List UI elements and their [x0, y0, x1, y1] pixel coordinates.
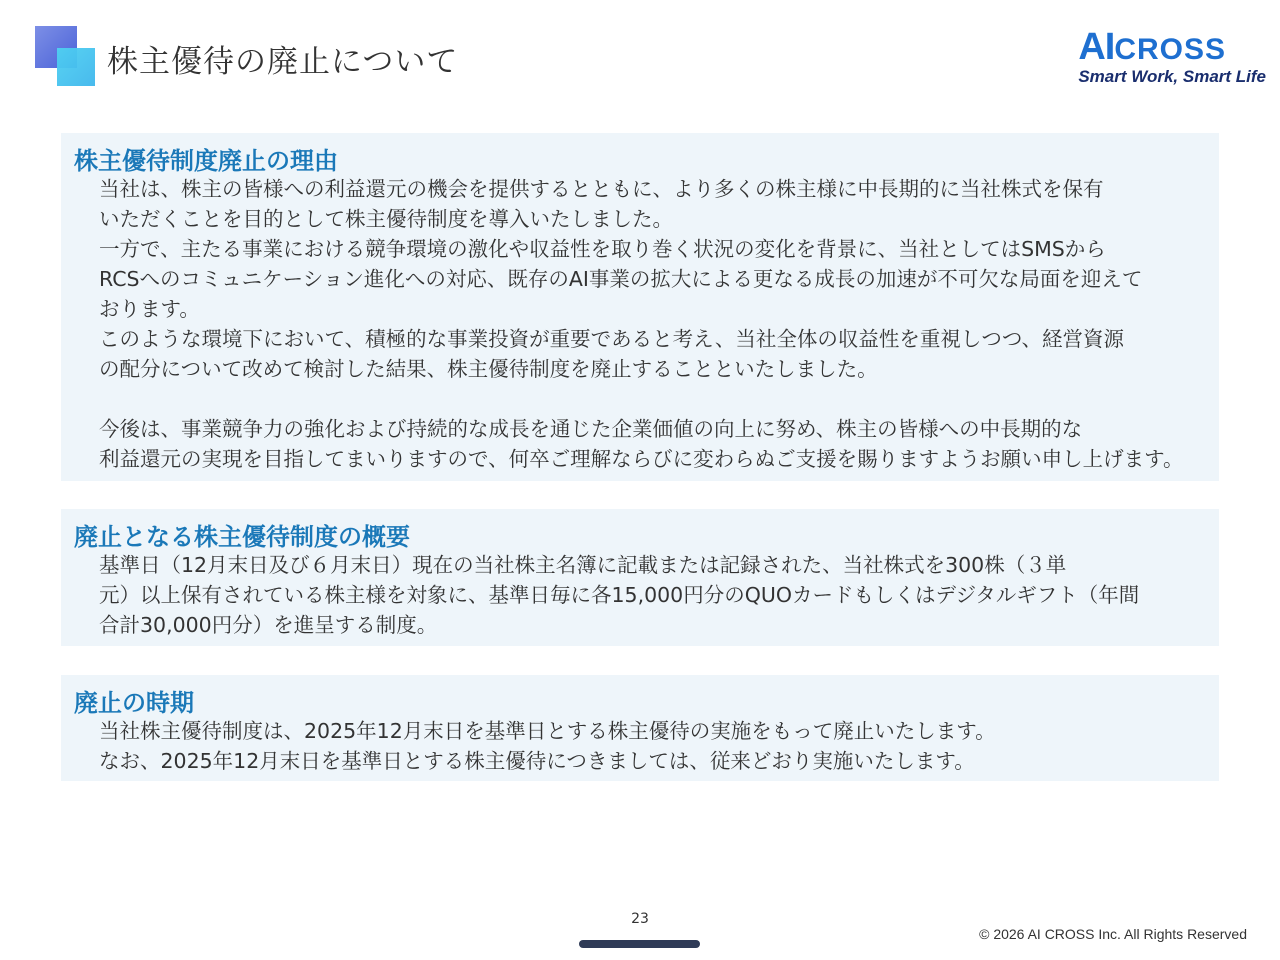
- body-line: RCSへのコミュニケーション進化への対応、既存のAI事業の拡大による更なる成長の加速が不可欠な局面を迎えて: [99, 267, 1143, 291]
- body-line: の配分について改めて検討した結果、株主優待制度を廃止することといたしました。: [99, 357, 878, 381]
- section-body: [99, 550, 1213, 640]
- logo-cross: CROSS: [1114, 33, 1226, 66]
- section-body: [99, 716, 1213, 776]
- body-line: おります。: [99, 297, 200, 321]
- logo-ai: AI: [1078, 26, 1115, 68]
- body-line: このような環境下において、積極的な事業投資が重要であると考え、当社全体の収益性を重視しつつ、経営資源: [99, 327, 1124, 351]
- section-program-overview: [61, 509, 1219, 646]
- body-line: 一方で、主たる事業における競争環境の激化や収益性を取り巻く状況の変化を背景に、当社としてはSMSから: [99, 237, 1106, 261]
- page-title: 株主優待の廃止について: [107, 44, 459, 80]
- body-line: いただくことを目的として株主優待制度を導入いたしました。: [99, 207, 673, 231]
- body-line: 合計30,000円分）を進呈する制度。: [99, 613, 438, 637]
- section-heading: 株主優待制度廃止の理由: [74, 147, 338, 175]
- company-logo: [1056, 26, 1266, 92]
- title-mark-icon: [35, 26, 97, 88]
- body-line: 今後は、事業競争力の強化および持続的な成長を通じた企業価値の向上に努め、株主の皆様への中長期的な: [99, 417, 1083, 441]
- body-line: 基準日（12月末日及び６月末日）現在の当社株主名簿に記載または記録された、当社株式を300株（３単: [99, 553, 1067, 577]
- section-body: [99, 174, 1213, 474]
- page-indicator-bar: [579, 940, 700, 948]
- body-line-blank: [99, 384, 1213, 414]
- section-heading: 廃止となる株主優待制度の概要: [74, 523, 410, 551]
- section-abolition-timing: [61, 675, 1219, 781]
- body-line: なお、2025年12月末日を基準日とする株主優待につきましては、従来どおり実施いたします。: [99, 749, 975, 773]
- section-heading: 廃止の時期: [74, 689, 194, 717]
- section-abolition-reason: [61, 133, 1219, 481]
- logo-wordmark: [1078, 26, 1226, 71]
- copyright-notice: © 2026 AI CROSS Inc. All Rights Reserved: [979, 926, 1247, 942]
- body-line: 利益還元の実現を目指してまいりますので、何卒ご理解ならびに変わらぬご支援を賜りますようお願い申し上げます。: [99, 447, 1184, 471]
- body-line: 当社株主優待制度は、2025年12月末日を基準日とする株主優待の実施をもって廃止いたします。: [99, 719, 996, 743]
- body-line: 当社は、株主の皆様への利益還元の機会を提供するとともに、より多くの株主様に中長期的に当社株式を保有: [99, 177, 1104, 201]
- title-mark-square-light: [57, 48, 95, 86]
- body-line: 元）以上保有されている株主様を対象に、基準日毎に各15,000円分のQUOカードもしくはデジタルギフト（年間: [99, 583, 1140, 607]
- logo-tagline: Smart Work, Smart Life: [1078, 67, 1266, 86]
- page-number: 23: [631, 911, 649, 927]
